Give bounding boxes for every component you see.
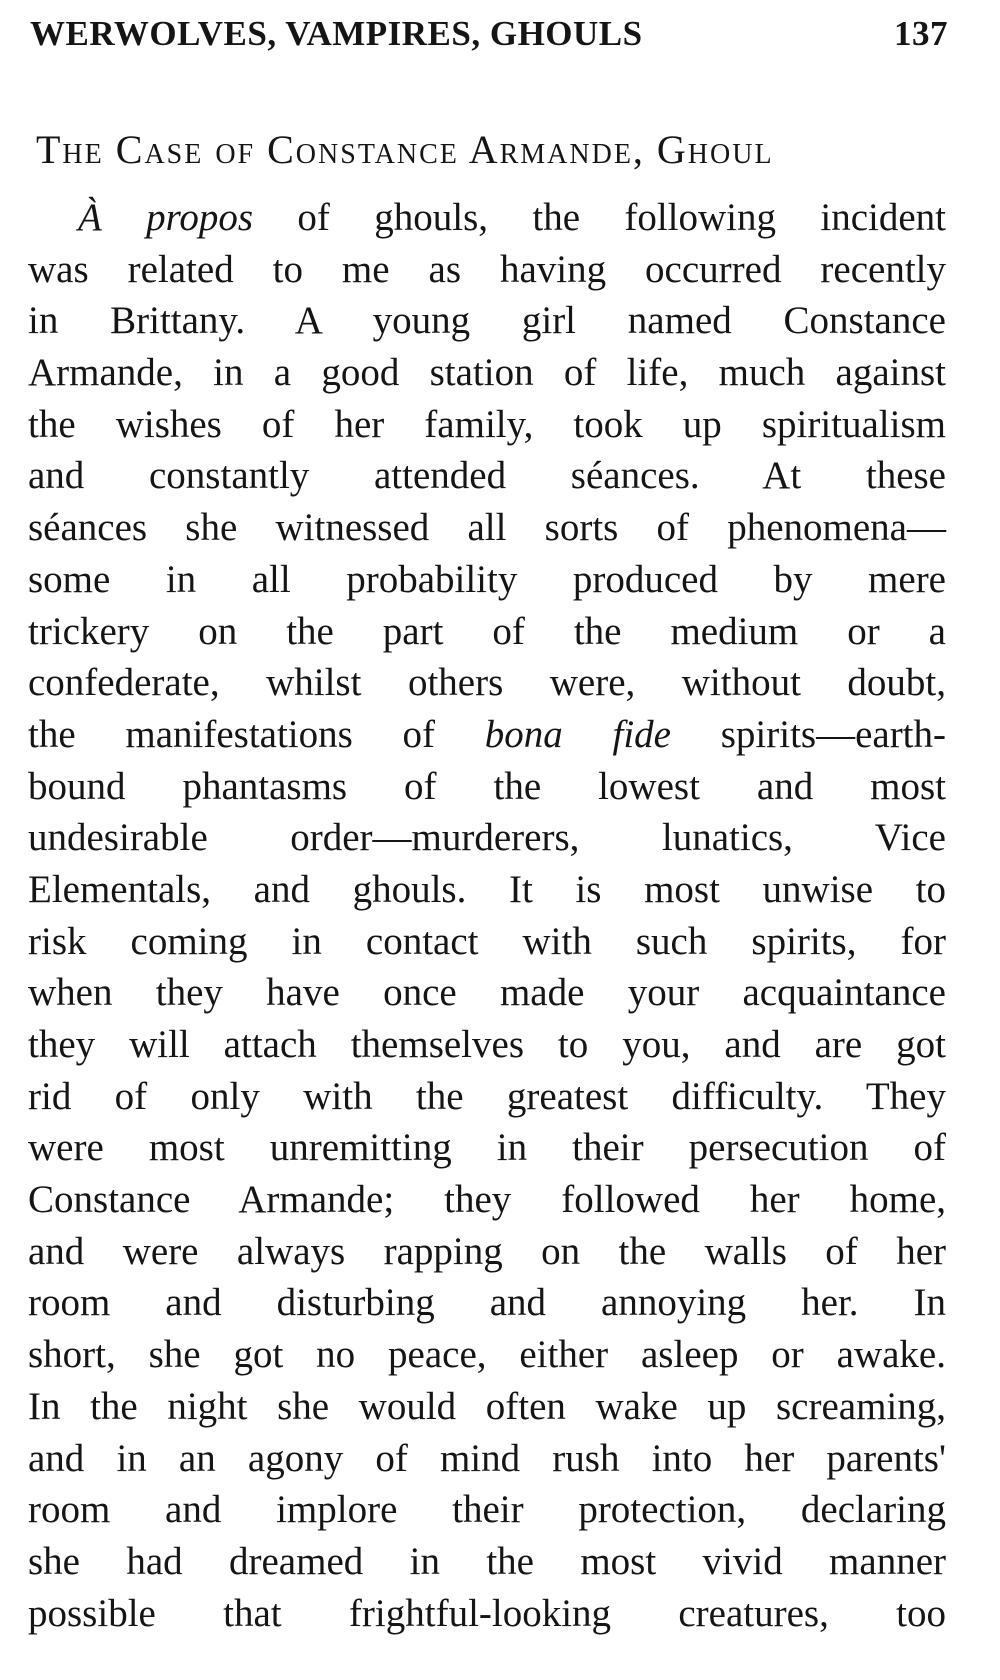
- italic-phrase: bona fide: [484, 712, 671, 756]
- text-line: undesirable order—murderers, lunatics, Vice: [28, 816, 946, 860]
- text-line: short, she got no peace, either asleep or awake.: [28, 1333, 946, 1377]
- text-line: risk coming in contact with such spirits, for: [28, 919, 946, 963]
- section-heading: The Case of Constance Armande, Ghoul: [36, 127, 774, 172]
- running-head: [30, 14, 948, 64]
- text-line: bound phantasms of the lowest and most: [28, 764, 946, 808]
- text-line: room and disturbing and annoying her. In: [28, 1281, 946, 1325]
- text-line: trickery on the part of the medium or a: [28, 609, 946, 653]
- text-line: some in all probability produced by mere: [28, 557, 946, 601]
- text-line: possible that frightful-looking creatures, too: [28, 1591, 946, 1635]
- text-line: she had dreamed in the most vivid manner: [28, 1539, 946, 1583]
- italic-phrase: À propos: [78, 196, 254, 239]
- text-line: Constance Armande; they followed her home,: [28, 1178, 946, 1222]
- text-line: [28, 192, 946, 244]
- text-line: they will attach themselves to you, and are got: [28, 1023, 946, 1066]
- line-text: of ghouls, the following incident: [253, 196, 946, 239]
- text-line: was related to me as having occurred recently: [28, 247, 946, 291]
- text-line: confederate, whilst others were, without doubt,: [28, 661, 946, 705]
- text-line: in Brittany. A young girl named Constance: [28, 299, 946, 343]
- text-line: when they have once made your acquaintance: [28, 971, 946, 1015]
- page-number: 137: [894, 14, 948, 53]
- text-line: were most unremitting in their persecution of: [28, 1126, 946, 1170]
- line-text: the manifestations of: [28, 712, 485, 756]
- text-line: In the night she would often wake up screaming,: [28, 1384, 946, 1428]
- text-line: room and implore their protection, declaring: [28, 1488, 946, 1532]
- text-line: Elementals, and ghouls. It is most unwise to: [28, 867, 946, 911]
- text-line: Armande, in a good station of life, much against: [28, 351, 946, 395]
- text-line: [28, 709, 946, 761]
- body-text: [28, 192, 946, 1639]
- text-line: and constantly attended séances. At these: [28, 454, 946, 498]
- running-title: WERWOLVES, VAMPIRES, GHOULS: [30, 14, 643, 53]
- text-line: and were always rapping on the walls of her: [28, 1229, 946, 1273]
- text-line: the wishes of her family, took up spiritualism: [28, 402, 946, 446]
- line-text: spirits—earth-: [671, 712, 947, 756]
- text-line: rid of only with the greatest difficulty. They: [28, 1074, 946, 1118]
- text-line: séances she witnessed all sorts of phenomena—: [28, 506, 946, 550]
- text-line: and in an agony of mind rush into her parents': [28, 1436, 946, 1480]
